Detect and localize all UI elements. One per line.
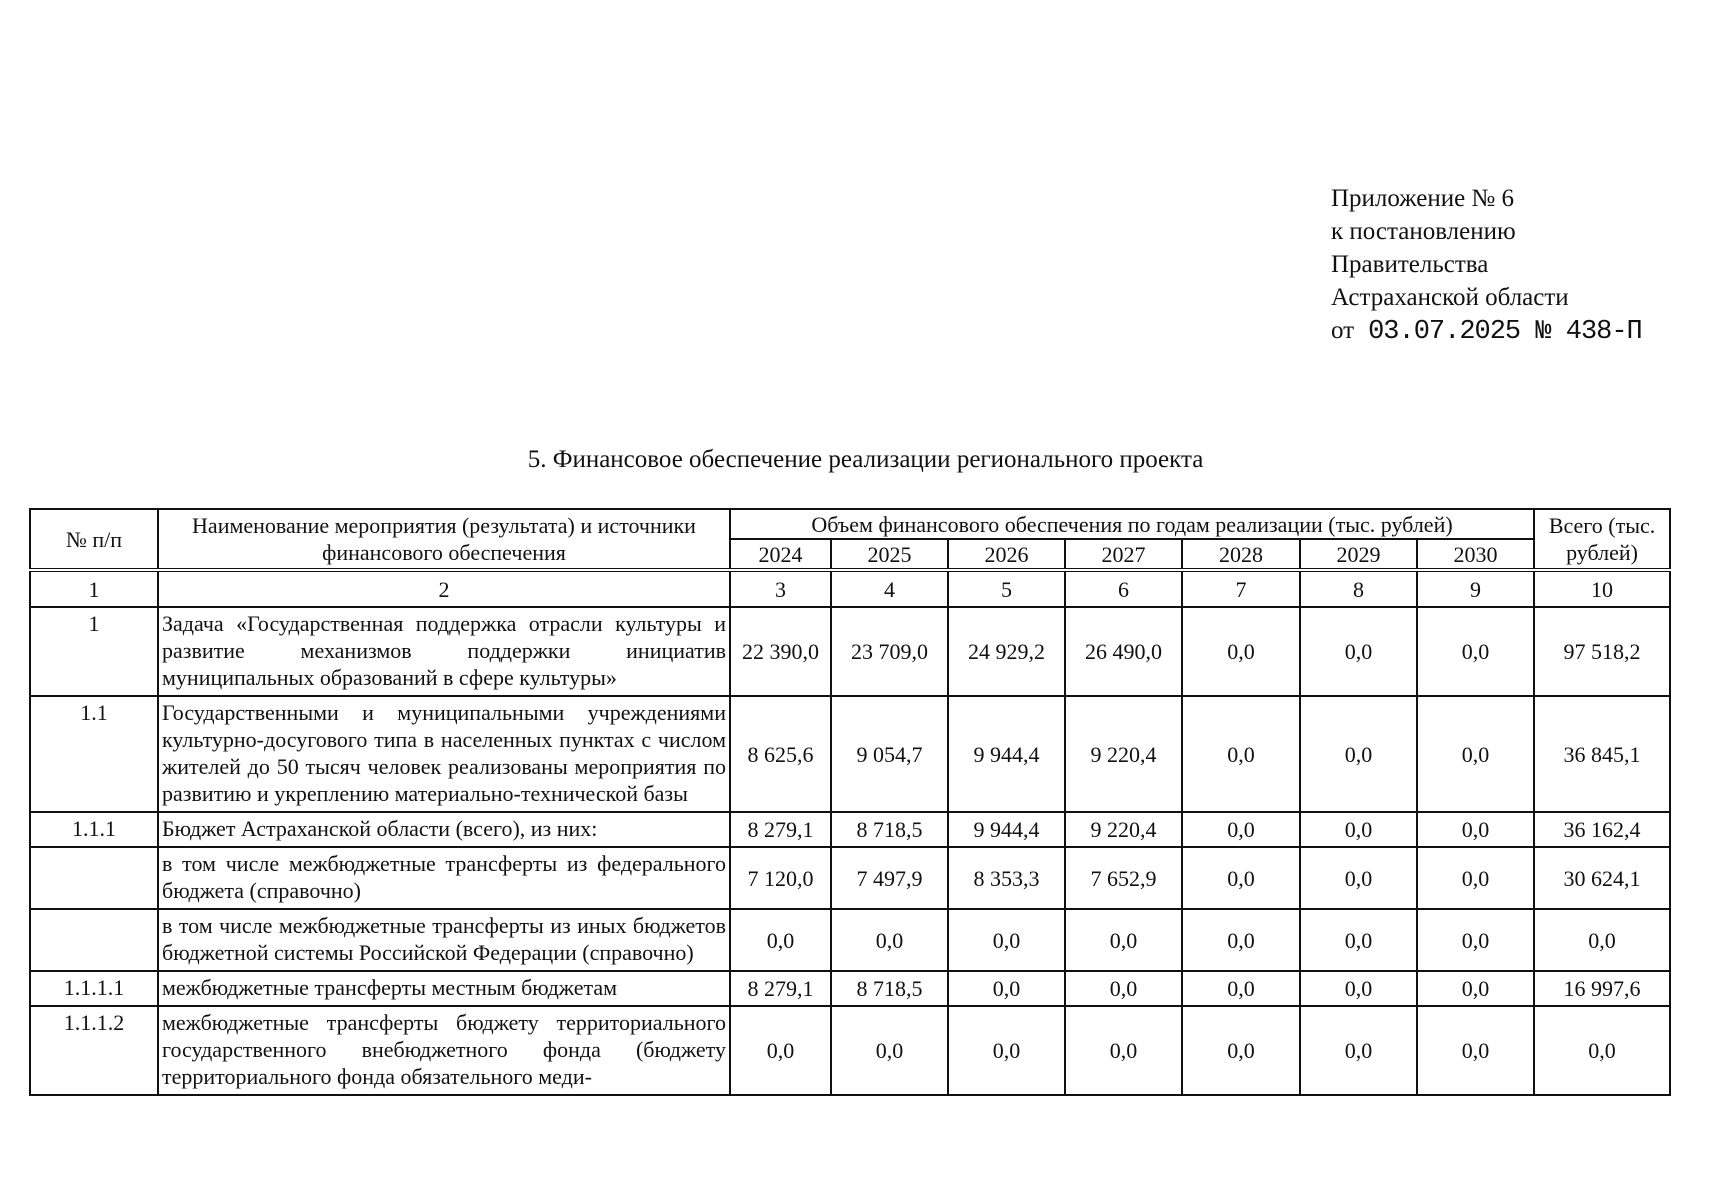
row-year-value: 0,0 — [1182, 812, 1300, 847]
column-number: 5 — [948, 570, 1065, 607]
row-name: межбюджетные трансферты местным бюджетам — [158, 971, 730, 1006]
row-name: Задача «Государственная поддержка отрасли культуры и развитие механизмов поддержки инициатив муниципальных образований в сфере культуры» — [158, 607, 730, 696]
column-numbers-row — [30, 570, 1670, 607]
row-year-value: 7 120,0 — [730, 847, 831, 909]
row-year-value: 7 497,9 — [831, 847, 948, 909]
row-year-value: 0,0 — [730, 909, 831, 971]
row-year-value: 0,0 — [831, 909, 948, 971]
row-year-value: 8 718,5 — [831, 812, 948, 847]
row-year-value: 0,0 — [1300, 812, 1417, 847]
row-year-value: 9 944,4 — [948, 812, 1065, 847]
row-year-value: 8 279,1 — [730, 812, 831, 847]
table-row — [30, 971, 1670, 1006]
row-year-value: 0,0 — [1065, 1006, 1182, 1095]
appendix-line-2: к постановлению — [1331, 218, 1516, 245]
row-number: 1.1 — [30, 696, 158, 812]
column-number: 2 — [158, 570, 730, 607]
table-row — [30, 909, 1670, 971]
row-number: 1.1.1.1 — [30, 971, 158, 1006]
row-total-value: 16 997,6 — [1534, 971, 1670, 1006]
table-row — [30, 847, 1670, 909]
header-year: 2028 — [1182, 539, 1300, 570]
column-number: 9 — [1417, 570, 1534, 607]
header-year: 2024 — [730, 539, 831, 570]
row-name: Бюджет Астраханской области (всего), из них: — [158, 812, 730, 847]
column-number: 4 — [831, 570, 948, 607]
row-year-value: 0,0 — [948, 1006, 1065, 1095]
row-year-value: 0,0 — [1300, 971, 1417, 1006]
row-year-value: 9 220,4 — [1065, 812, 1182, 847]
row-year-value: 0,0 — [1182, 1006, 1300, 1095]
row-total-value: 0,0 — [1534, 1006, 1670, 1095]
row-number — [30, 909, 158, 971]
row-year-value: 0,0 — [730, 1006, 831, 1095]
header-year: 2026 — [948, 539, 1065, 570]
column-number: 10 — [1534, 570, 1670, 607]
appendix-date-number: 03.07.2025 № 438-П — [1368, 317, 1642, 347]
row-total-value: 0,0 — [1534, 909, 1670, 971]
header-num: № п/п — [30, 509, 158, 570]
row-year-value: 22 390,0 — [730, 607, 831, 696]
row-year-value: 9 944,4 — [948, 696, 1065, 812]
row-year-value: 24 929,2 — [948, 607, 1065, 696]
row-name: в том числе межбюджетные трансферты из иных бюджетов бюджетной системы Российской Федерации (справочно) — [158, 909, 730, 971]
table-body — [30, 607, 1670, 1095]
row-year-value: 0,0 — [1417, 1006, 1534, 1095]
row-year-value: 0,0 — [1300, 696, 1417, 812]
column-number: 3 — [730, 570, 831, 607]
row-year-value: 0,0 — [1417, 909, 1534, 971]
section-title: 5. Финансовое обеспечение реализации регионального проекта — [527, 446, 1204, 473]
header-volume: Объем финансового обеспечения по годам реализации (тыс. рублей) — [730, 509, 1534, 539]
row-year-value: 0,0 — [948, 909, 1065, 971]
header-year: 2029 — [1300, 539, 1417, 570]
appendix-date-line — [1331, 314, 1642, 349]
row-year-value: 0,0 — [1182, 909, 1300, 971]
row-total-value: 36 845,1 — [1534, 696, 1670, 812]
row-year-value: 0,0 — [1417, 847, 1534, 909]
row-name: в том числе межбюджетные трансферты из федерального бюджета (справочно) — [158, 847, 730, 909]
row-year-value: 9 054,7 — [831, 696, 948, 812]
row-year-value: 0,0 — [1182, 696, 1300, 812]
row-year-value: 0,0 — [1065, 971, 1182, 1006]
header-year: 2027 — [1065, 539, 1182, 570]
row-year-value: 8 353,3 — [948, 847, 1065, 909]
row-number: 1 — [30, 607, 158, 696]
column-number: 6 — [1065, 570, 1182, 607]
row-year-value: 0,0 — [1417, 696, 1534, 812]
row-year-value: 0,0 — [1182, 607, 1300, 696]
row-number: 1.1.1.2 — [30, 1006, 158, 1095]
header-year: 2025 — [831, 539, 948, 570]
appendix-line-3: Правительства — [1331, 251, 1489, 278]
table-row — [30, 1006, 1670, 1095]
row-year-value: 26 490,0 — [1065, 607, 1182, 696]
header-total: Всего (тыс. рублей) — [1534, 509, 1670, 570]
appendix-title: Приложение № 6 — [1331, 185, 1515, 212]
row-total-value: 36 162,4 — [1534, 812, 1670, 847]
row-year-value: 0,0 — [831, 1006, 948, 1095]
appendix-line-4: Астраханской области — [1331, 284, 1569, 311]
row-year-value: 7 652,9 — [1065, 847, 1182, 909]
row-name: Государственными и муниципальными учреждениями культурно-досугового типа в населенных пунктах с числом жителей до 50 тысяч человек реализованы мероприятия по развитию и укреплению материально-технической базы — [158, 696, 730, 812]
row-year-value: 0,0 — [1417, 607, 1534, 696]
row-year-value: 0,0 — [1300, 607, 1417, 696]
row-year-value: 9 220,4 — [1065, 696, 1182, 812]
table-row — [30, 812, 1670, 847]
row-number — [30, 847, 158, 909]
row-year-value: 0,0 — [1300, 1006, 1417, 1095]
row-year-value: 23 709,0 — [831, 607, 948, 696]
row-year-value: 0,0 — [1182, 847, 1300, 909]
row-year-value: 0,0 — [1182, 971, 1300, 1006]
row-year-value: 0,0 — [1300, 909, 1417, 971]
table-row — [30, 607, 1670, 696]
appendix-block — [1331, 182, 1642, 349]
row-year-value: 0,0 — [1417, 812, 1534, 847]
column-number: 8 — [1300, 570, 1417, 607]
row-year-value: 8 625,6 — [730, 696, 831, 812]
row-number: 1.1.1 — [30, 812, 158, 847]
row-year-value: 0,0 — [1300, 847, 1417, 909]
row-year-value: 0,0 — [948, 971, 1065, 1006]
row-total-value: 30 624,1 — [1534, 847, 1670, 909]
row-name: межбюджетные трансферты бюджету территориального государственного внебюджетного фонда (бюджету территориального фонда обязательного меди- — [158, 1006, 730, 1095]
header-row — [30, 509, 1670, 539]
row-year-value: 0,0 — [1417, 971, 1534, 1006]
row-year-value: 0,0 — [1065, 909, 1182, 971]
column-number: 1 — [30, 570, 158, 607]
row-total-value: 97 518,2 — [1534, 607, 1670, 696]
header-name: Наименование мероприятия (результата) и источники финансового обеспечения — [158, 509, 730, 570]
row-year-value: 8 718,5 — [831, 971, 948, 1006]
table-row — [30, 696, 1670, 812]
header-year: 2030 — [1417, 539, 1534, 570]
row-year-value: 8 279,1 — [730, 971, 831, 1006]
column-number: 7 — [1182, 570, 1300, 607]
financing-table — [29, 508, 1671, 1096]
appendix-date-prefix: от — [1331, 317, 1355, 344]
